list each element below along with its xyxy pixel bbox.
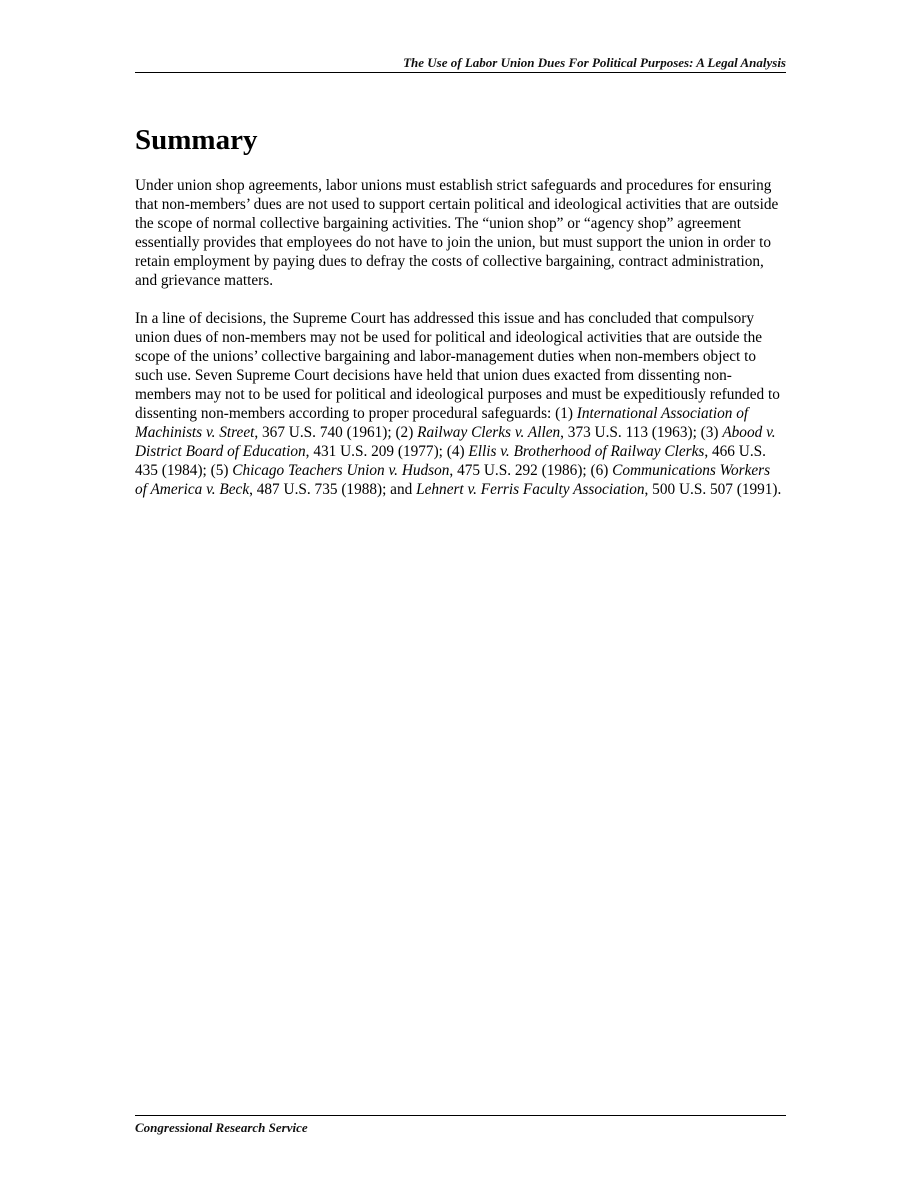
case-name-hudson: Chicago Teachers Union v. Hudson bbox=[232, 462, 450, 479]
case-citation-hudson: , 475 U.S. 292 (1986); (6) bbox=[449, 462, 613, 479]
case-citation-ellis: , 466 U.S. 435 (1984); (5) bbox=[135, 443, 766, 479]
case-name-street: International Association of Machinists v. Street bbox=[135, 405, 749, 441]
page-title: Summary bbox=[135, 124, 258, 156]
case-name-allen: Railway Clerks v. Allen bbox=[417, 424, 561, 441]
footer-rule bbox=[135, 1115, 786, 1116]
summary-paragraph-2 bbox=[135, 309, 785, 499]
case-name-abood: Abood v. District Board of Education bbox=[135, 424, 776, 460]
case-citation-allen: , 373 U.S. 113 (1963); (3) bbox=[560, 424, 723, 441]
summary-body bbox=[135, 176, 785, 518]
running-header: The Use of Labor Union Dues For Political Purposes: A Legal Analysis bbox=[135, 55, 786, 73]
case-name-lehnert: Lehnert v. Ferris Faculty Association bbox=[416, 481, 645, 498]
case-citation-street: , 367 U.S. 740 (1961); (2) bbox=[254, 424, 418, 441]
case-name-beck: Communications Workers of America v. Beck bbox=[135, 462, 771, 498]
summary-paragraph-1: Under union shop agreements, labor unions must establish strict safeguards and procedures for ensuring that non-members’ dues are not used to support certain political and ideological activities that are outside the scope of normal collective bargaining activities. The “union shop” or “agency shop” agreement essentially provides that employees do not have to join the union, but must support the union in order to retain employment by paying dues to defray the costs of collective bargaining, contract administration, and grievance matters. bbox=[135, 177, 779, 289]
paragraph-2-intro: In a line of decisions, the Supreme Court has addressed this issue and has concluded that compulsory union dues of non-members may not be used for political and ideological activities that are outside the scope of the unions’ collective bargaining and labor-management duties when non-members object to such use. Seven Supreme Court decisions have held that union dues exacted from dissenting non-members may not to be used for political and ideological purposes and must be expeditiously refunded to dissenting non-members according to proper procedural safeguards: (1) bbox=[135, 310, 780, 422]
case-citation-lehnert: , 500 U.S. 507 (1991). bbox=[644, 481, 782, 498]
case-citation-abood: , 431 U.S. 209 (1977); (4) bbox=[305, 443, 469, 460]
case-citation-beck: , 487 U.S. 735 (1988); and bbox=[249, 481, 417, 498]
footer-publisher: Congressional Research Service bbox=[135, 1120, 308, 1135]
case-name-ellis: Ellis v. Brotherhood of Railway Clerks bbox=[468, 443, 705, 460]
